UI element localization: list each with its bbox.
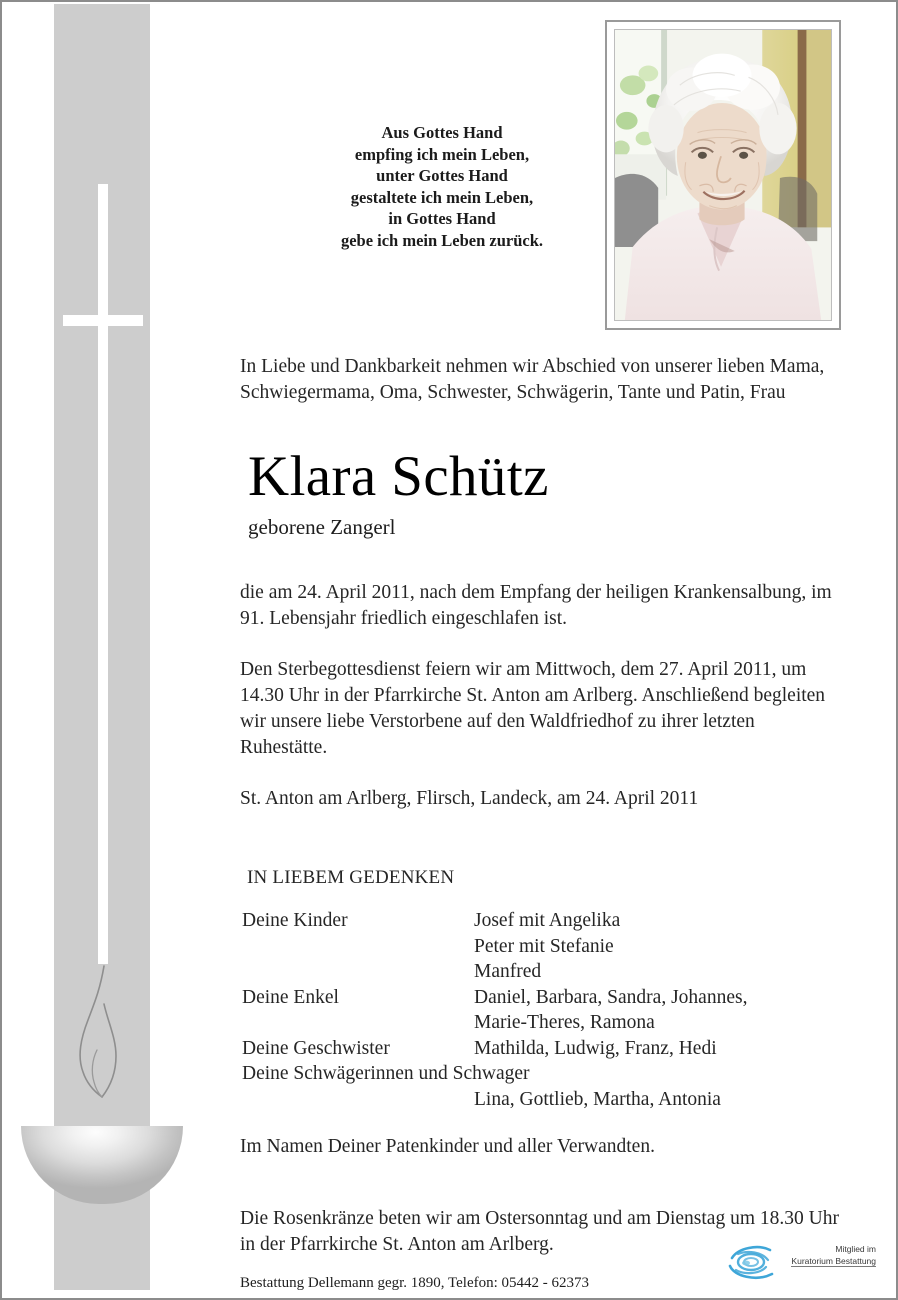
rosary-note: Die Rosenkränze beten wir am Ostersonntag und am Dienstag um 18.30 Uhr in der Pfarrkirche St. Anton am Arlberg. (240, 1208, 839, 1255)
logo-caption-line1: Mitglied im (835, 1244, 876, 1254)
service-note: Den Sterbegottesdienst feiern wir am Mittwoch, dem 27. April 2011, um 14.30 Uhr in der Pfarrkirche St. Anton am Arlberg. Anschließend begleiten wir unsere liebe Verstorbene auf den Waldfriedhof zu ihrer letzten Ruhestätte. (240, 659, 826, 758)
table-row (242, 908, 747, 934)
family-group-label-spacer (242, 1010, 474, 1036)
logo-caption-line2: Kuratorium Bestattung (791, 1255, 876, 1266)
poem-line: in Gottes Hand (388, 209, 496, 228)
logo-caption (780, 1244, 876, 1267)
table-row (242, 1036, 747, 1062)
portrait-photo-frame (605, 20, 841, 330)
memorial-poem (242, 122, 642, 251)
poem-line: gestaltete ich mein Leben, (350, 187, 534, 207)
family-group-label: Deine Kinder (242, 910, 348, 931)
family-group-label: Deine Schwägerinnen und Schwager (242, 1063, 530, 1084)
cross-icon-horizontal-bar (63, 315, 143, 326)
deceased-name: Klara Schütz (248, 445, 549, 508)
family-group-label-spacer (242, 1087, 474, 1113)
table-row (242, 985, 747, 1011)
poem-line: gebe ich mein Leben zurück. (340, 230, 544, 250)
family-group-value: Lina, Gottlieb, Martha, Antonia (474, 1088, 721, 1110)
announcement-text-column (240, 354, 840, 1258)
funeral-home-footer: Bestattung Dellemann gegr. 1890, Telefon: 05442 - 62373 (240, 1275, 590, 1291)
family-group-label-spacer (242, 959, 474, 985)
family-group-label-spacer (242, 934, 474, 960)
family-group-label: Deine Enkel (242, 986, 339, 1008)
portrait-photo (614, 29, 832, 321)
candle-flame-icon (64, 964, 142, 1104)
godchildren-note: Im Namen Deiner Patenkinder und aller Verwandten. (240, 1136, 655, 1157)
swirl-icon (724, 1242, 786, 1282)
family-group-value: Josef mit Angelika (474, 910, 621, 931)
family-group-label: Deine Geschwister (242, 1037, 390, 1059)
poem-line: unter Gottes Hand (376, 166, 508, 185)
family-groups-table (242, 908, 747, 1112)
table-row (242, 1010, 747, 1036)
kuratorium-logo (724, 1238, 876, 1284)
table-row (242, 1061, 747, 1087)
family-group-value: Daniel, Barbara, Sandra, Johannes, (474, 986, 748, 1008)
family-group-value: Mathilda, Ludwig, Franz, Hedi (474, 1037, 717, 1059)
portrait-image (615, 30, 831, 320)
poem-line: Aus Gottes Hand (381, 123, 503, 142)
poem-line: empfing ich mein Leben, (354, 144, 530, 164)
table-row (242, 959, 747, 985)
cross-icon-vertical-bar (98, 184, 108, 964)
family-group-value: Manfred (474, 961, 542, 982)
announcement-intro: In Liebe und Dankbarkeit nehmen wir Abschied von unserer lieben Mama, Schwiegermama, Oma, Schwester, Schwägerin, Tante und Patin, Frau (240, 356, 825, 403)
table-row (242, 1087, 747, 1113)
deceased-maiden-name: geborene Zangerl (248, 515, 396, 539)
memoriam-heading: IN LIEBEM GEDENKEN (247, 867, 455, 888)
family-group-value: Marie-Theres, Ramona (474, 1012, 655, 1033)
family-group-value: Peter mit Stefanie (474, 935, 614, 957)
candle-bowl (21, 1126, 183, 1204)
death-note: die am 24. April 2011, nach dem Empfang der heiligen Krankensalbung, im 91. Lebensjahr friedlich eingeschlafen ist. (240, 582, 832, 629)
places-and-date-line: St. Anton am Arlberg, Flirsch, Landeck, am 24. April 2011 (240, 788, 699, 809)
table-row (242, 934, 747, 960)
